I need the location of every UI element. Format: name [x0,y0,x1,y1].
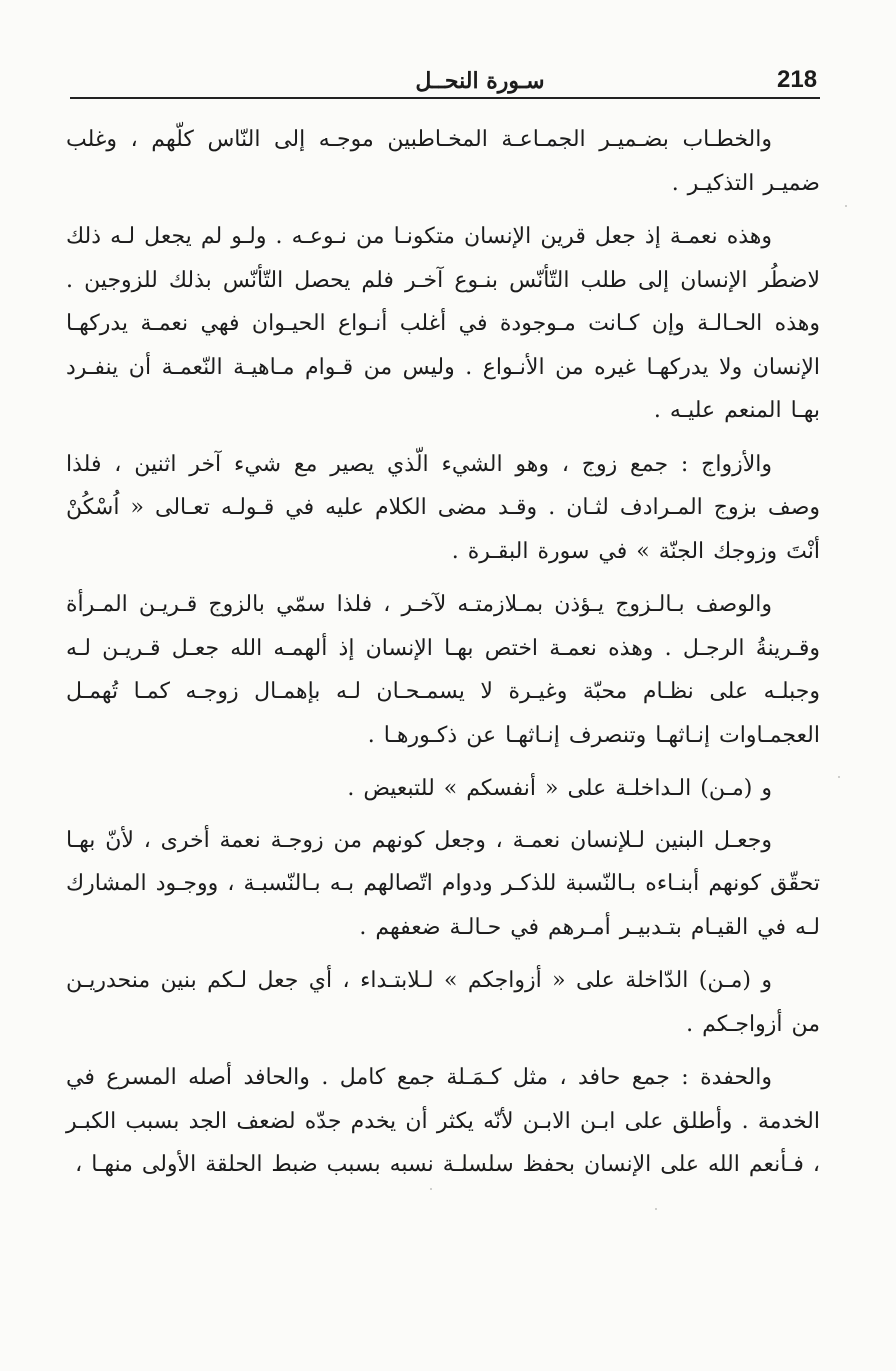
paragraph-2: وهذه نعمـة إذ جعل قرين الإنسان متكونـا من نـوعـه . ولـو لم يجعل لـه ذلك لاضطُر الإنسان إلى طلب التّأنّس بنـوع آخـر فلم يحصل التّأنّس بذلك للزوجين . وهذه الحـالـة وإن كـانت مـوجودة في أغلب أنـواع الحيـوان فهي نعمـة يدركهـا الإنسان ولا يدركهـا غيره من الأنـواع . وليس من قـوام مـاهيـة النّعمـة أن ينفـرد بهـا المنعم عليـه . [66,224,820,423]
body-text [66,118,820,1197]
paragraph-7: و (مـن) الدّاخلة على « أزواجكم » لـلابتـداء ، أي جعل لـكم بنين منحدريـن من أزواجـكم . [66,968,820,1037]
header-rule [70,97,820,99]
paper-speck [655,1208,657,1210]
paper-speck [838,776,840,778]
running-header [70,62,820,98]
paper-speck [430,1188,432,1190]
paragraph-1: والخطـاب بضـميـر الجمـاعـة المخـاطبين موجـه إلى النّاس كلّهم ، وغلب ضميـر التذكيـر . [66,127,820,196]
paragraph-5: و (مـن) الـداخلـة على « أنفسكم » للتبعيض . [347,776,772,801]
paragraph-3: والأزواج : جمع زوج ، وهو الشيء الّذي يصير مع شيء آخر اثنين ، فلذا وصف بزوج المـرادف لثـان . وقـد مضى الكلام عليه في قـولـه تعـالى « اُسْكُنْ أنْتَ وزوجك الجنّة » في سورة البقـرة . [66,451,820,564]
paper-speck [845,205,847,207]
page-number: 218 [777,66,818,93]
paragraph-4: والوصف بـالـزوج يـؤذن بمـلازمتـه لآخـر ، فلذا سمّي بالزوج قـريـن المـرأة وقـرينةُ الرجـل . وهذه نعمـة اختص بهـا الإنسان إذ ألهمـه الله جعـل قـريـن لـه وجبلـه على نظـام محبّة وغيـرة لا يسمـحـان لـه بإهمـال زوجـه كمـا تُهمـل العجمـاوات إنـاثهـا وتنصرف إنـاثهـا عن ذكـورهـا . [66,592,820,748]
paragraph-8: والحفدة : جمع حافد ، مثل كـمَـلة جمع كامل . والحافد أصله المسرع في الخدمة . وأطلق على ابـن الابـن لأنّه يكثر أن يخدم جدّه لضعف الجد بسبب الكبـر ، فـأنعم الله على الإنسان بحفظ سلسلـة نسبه بسبب ضبط الحلقة الأولى منهـا ، [66,1065,820,1177]
surah-title: سـورة النحــل [415,68,545,94]
paragraph-6: وجعـل البنين لـلإنسان نعمـة ، وجعل كونهم من زوجـة نعمة أخرى ، لأنّ بهـا تحقّق كونهم أبنـاءه بـالنّسبة للذكـر ودوام اتّصالهم بـه بـالنّسبـة ، ووجـود المشارك لـه في القيـام بتـدبيـر أمـرهم في حـالـة ضعفهم . [66,827,820,940]
